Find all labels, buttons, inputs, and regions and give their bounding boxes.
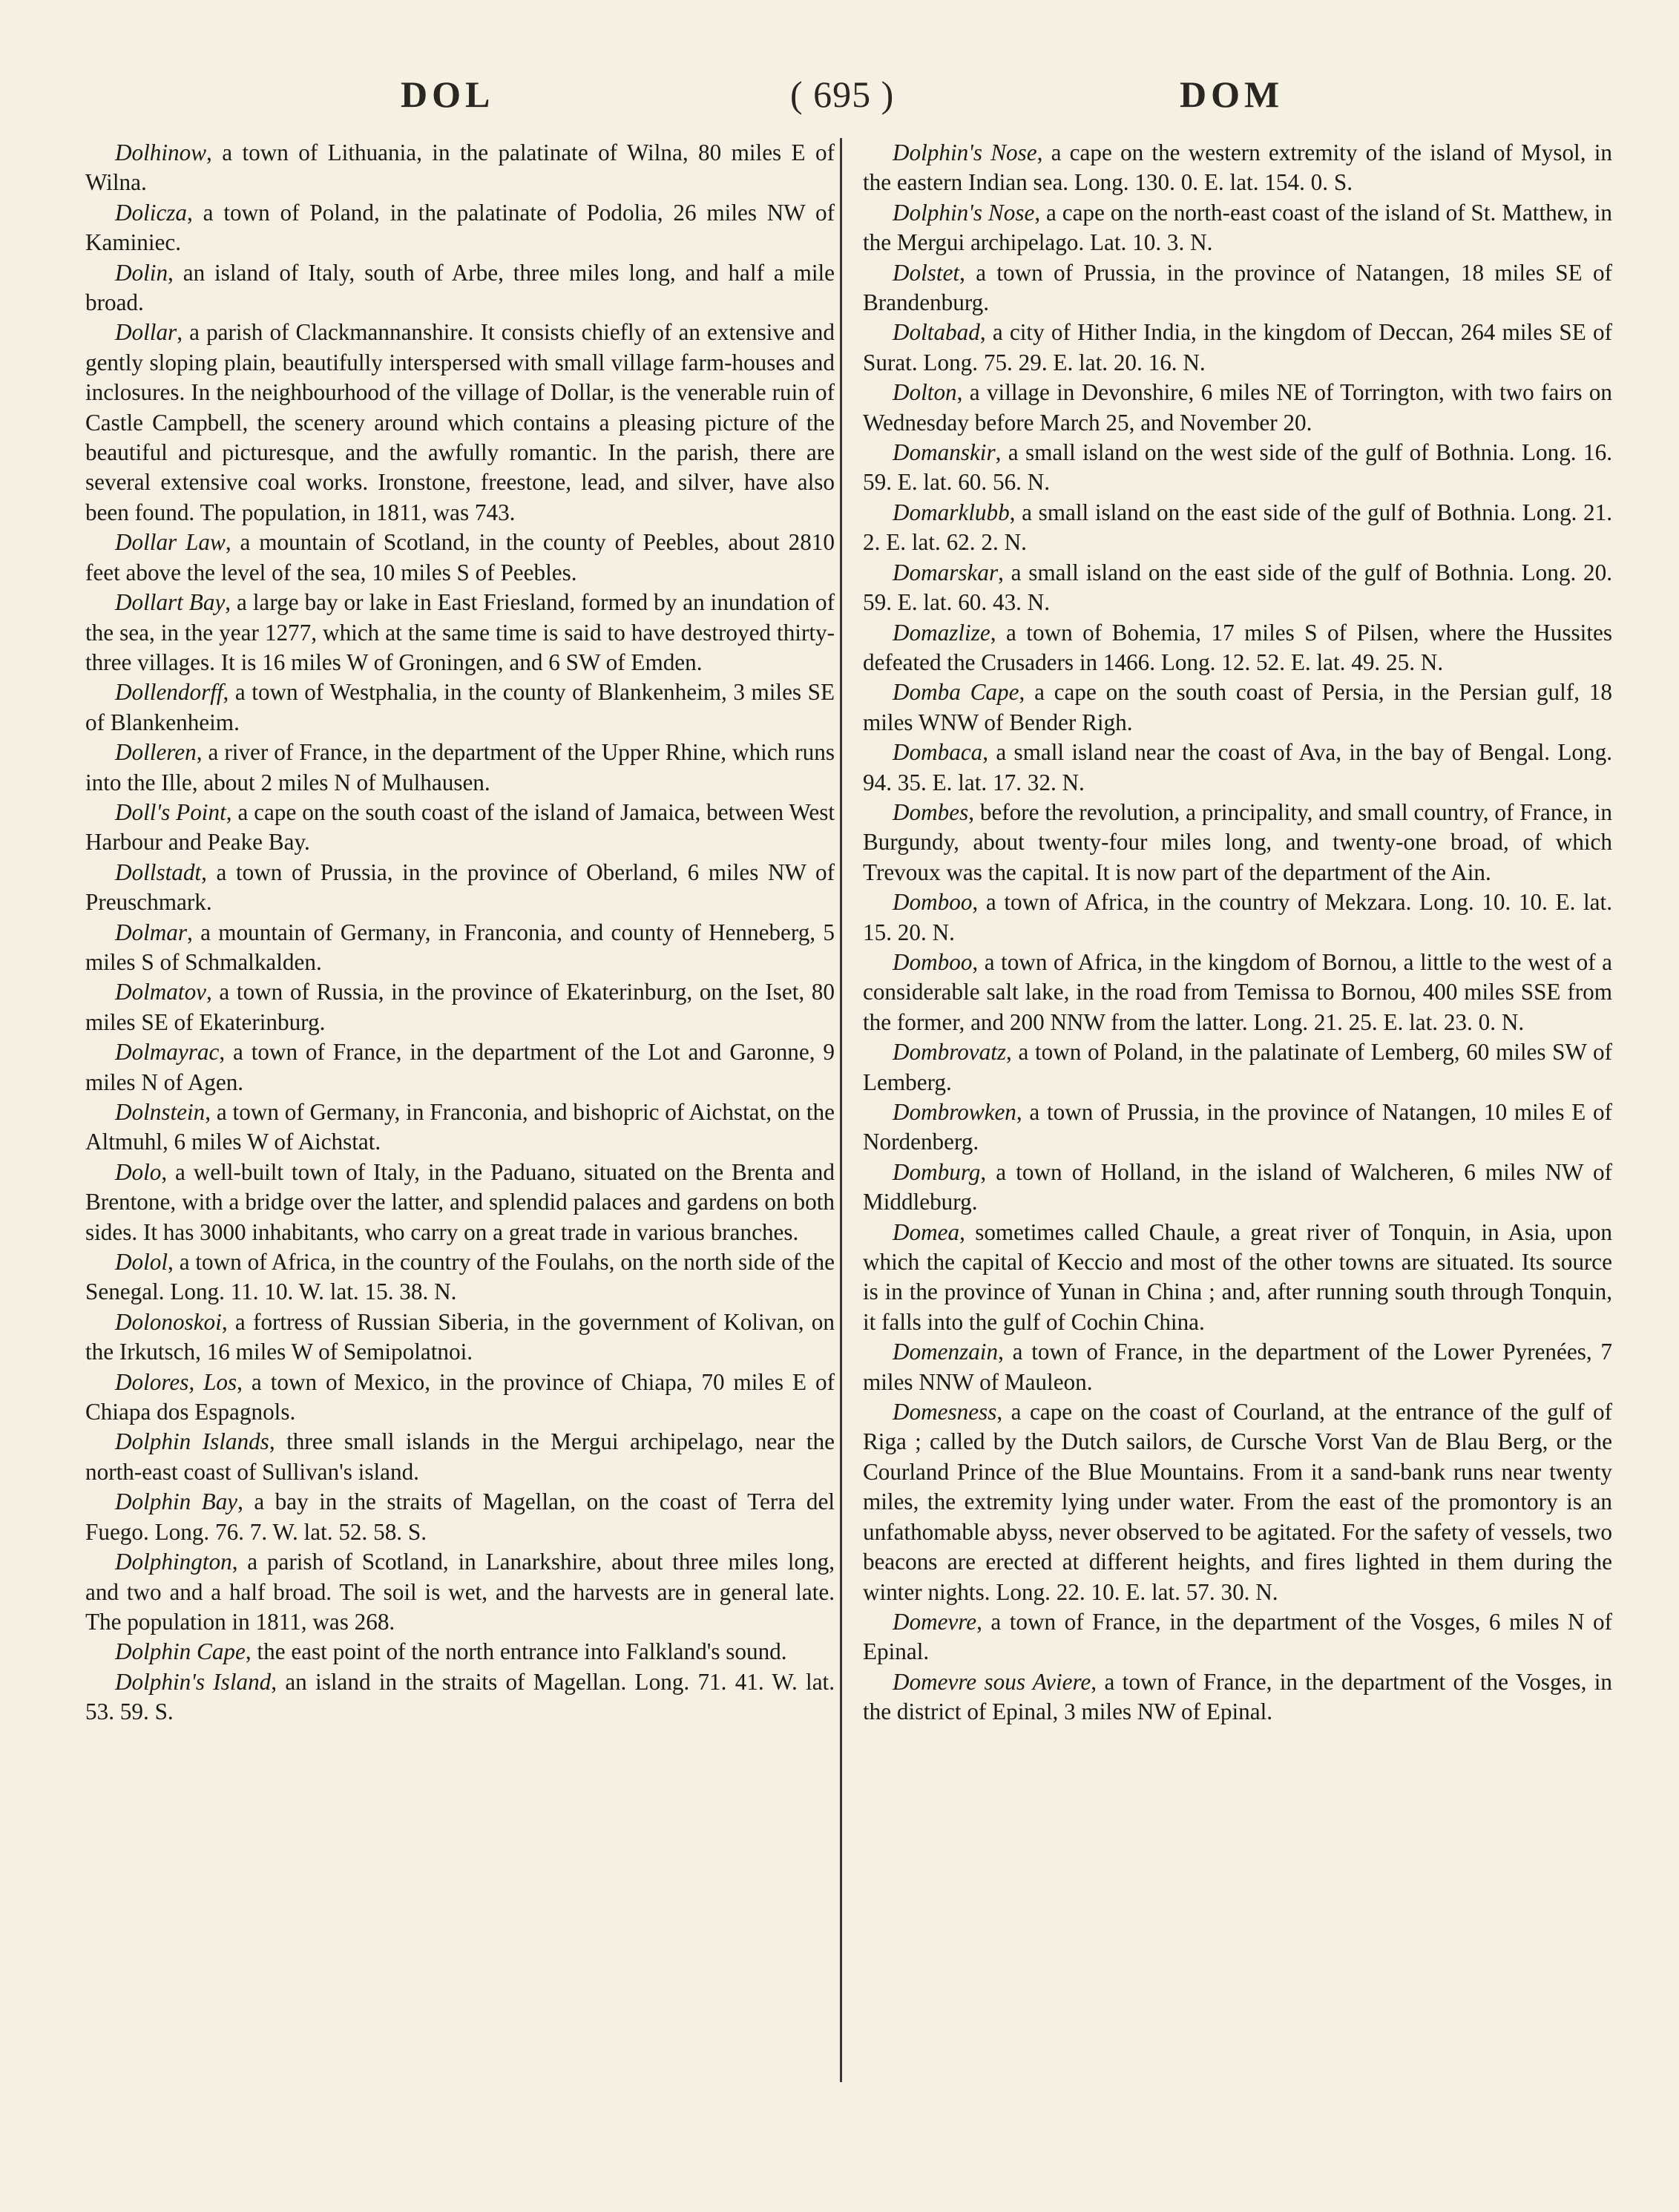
entry-text: , a mountain of Scotland, in the county of Peebles, about 2810 feet above the level of the sea, 10 miles S of Peebles. xyxy=(85,529,835,585)
entry-text: , a town of Prussia, in the province of Oberland, 6 miles NW of Preuschmark. xyxy=(85,859,835,916)
gazetteer-entry xyxy=(863,738,1612,798)
entry-headword: Dolstet xyxy=(893,259,960,286)
gazetteer-entry xyxy=(863,798,1612,887)
gazetteer-entry xyxy=(85,1037,835,1097)
entry-text: , a town of Africa, in the kingdom of Bornou, a little to the west of a considerable salt lake, in the road from Temissa to Bornou, 400 miles SSE from the former, and 200 NNW from the latter. Long. 21. 25. E. lat. 23. 0. N. xyxy=(863,948,1612,1035)
entry-headword: Dolo xyxy=(115,1158,162,1185)
entry-text: , a town of Lithuania, in the palatinate of Wilna, 80 miles E of Wilna. xyxy=(85,140,835,196)
entry-headword: Domanskir xyxy=(893,439,996,466)
entry-text: , a village in Devonshire, 6 miles NE of Torrington, with two fairs on Wednesday before March 25, and November 20. xyxy=(863,379,1612,436)
entry-headword: Dollar Law xyxy=(115,529,226,556)
entry-headword: Dolton xyxy=(893,379,957,406)
entry-text: , a small island on the east side of the gulf of Bothnia. Long. 21. 2. E. lat. 62. 2. N. xyxy=(863,499,1612,556)
gazetteer-entry xyxy=(863,318,1612,378)
entry-headword: Dolphin Islands xyxy=(115,1428,269,1455)
gazetteer-entry xyxy=(863,138,1612,198)
entry-text: , a city of Hither India, in the kingdom of Deccan, 264 miles SE of Surat. Long. 75. 29. E. lat. 20. 16. N. xyxy=(863,319,1612,375)
entry-headword: Domarklubb xyxy=(893,499,1010,525)
entry-headword: Domarskar xyxy=(893,559,999,585)
entry-headword: Dolicza xyxy=(115,199,188,226)
entry-text: , a cape on the north-east coast of the island of St. Matthew, in the Mergui archipelago. Lat. 10. 3. N. xyxy=(863,199,1612,256)
entry-text: , sometimes called Chaule, a great river of Tonquin, in Asia, upon which the capital of Keccio and most of the other towns are situated. Its source is in the province of Yunan in China ; and, after running south through Tonquin, it falls into the gulf of Cochin China. xyxy=(863,1218,1612,1335)
entry-text: , an island of Italy, south of Arbe, three miles long, and half a mile broad. xyxy=(85,259,835,316)
entry-headword: Domea xyxy=(893,1218,960,1245)
entry-headword: Dolmayrac xyxy=(115,1039,220,1066)
entry-headword: Dollendorff xyxy=(115,679,223,706)
gazetteer-entry xyxy=(863,1037,1612,1097)
entry-text: , a town of Africa, in the country of the Foulahs, on the north side of the Senegal. Long. 11. 10. W. lat. 15. 38. N. xyxy=(85,1249,835,1305)
header-left-guide-word: DOL xyxy=(401,73,495,115)
gazetteer-entry xyxy=(863,378,1612,438)
gazetteer-entry xyxy=(863,948,1612,1037)
entry-headword: Dolphington xyxy=(115,1549,232,1575)
entry-text: , a town of Mexico, in the province of Chiapa, 70 miles E of Chiapa dos Espagnols. xyxy=(85,1368,835,1425)
gazetteer-entry xyxy=(85,738,835,798)
entry-headword: Dombrovatz xyxy=(893,1039,1007,1066)
gazetteer-entry xyxy=(863,1397,1612,1607)
entry-text: , a town of Westphalia, in the county of Blankenheim, 3 miles SE of Blankenheim. xyxy=(85,679,835,735)
entry-text: , a cape on the south coast of Persia, in the Persian gulf, 18 miles WNW of Bender Righ. xyxy=(863,679,1612,735)
left-column xyxy=(85,138,835,1727)
entry-headword: Dolmatov xyxy=(115,979,206,1005)
gazetteer-entry xyxy=(85,977,835,1037)
gazetteer-entry xyxy=(85,1307,835,1368)
column-divider xyxy=(840,138,842,2082)
entry-headword: Domevre xyxy=(893,1608,977,1635)
entry-headword: Dollart Bay xyxy=(115,589,226,616)
gazetteer-entry xyxy=(85,258,835,318)
gazetteer-entry xyxy=(863,1337,1612,1397)
entry-text: , an island in the straits of Magellan. Long. 71. 41. W. lat. 53. 59. S. xyxy=(85,1668,835,1725)
entry-headword: Dolonoskoi xyxy=(115,1308,222,1335)
entry-text: , a cape on the south coast of the island of Jamaica, between West Harbour and Peake Bay. xyxy=(85,798,835,856)
entry-text: , a small island near the coast of Ava, in the bay of Bengal. Long. 94. 35. E. lat. 17. 32. N. xyxy=(863,739,1612,795)
entry-text: , a small island on the east side of the gulf of Bothnia. Long. 20. 59. E. lat. 60. 43. N. xyxy=(863,559,1612,616)
gazetteer-entry xyxy=(85,1247,835,1307)
entry-headword: Domesness xyxy=(893,1399,997,1425)
entry-text: , a town of France, in the department of the Vosges, 6 miles N of Epinal. xyxy=(863,1608,1612,1665)
entry-text: , a cape on the coast of Courland, at the entrance of the gulf of Riga ; called by the Dutch sailors, de Cursche Vorst Van de Blau Berg, or the Courland Prince of the Blue Mountains. From it a sand-bank runs near twenty miles, the extremity lying under water. From the east of the promontory is an unfathomable abyss, never observed to be agitated. For the safety of vessels, two beacons are erected at different heights, and fires lighted in them during the winter nights. Long. 22. 10. E. lat. 57. 30. N. xyxy=(863,1399,1612,1605)
gazetteer-entry xyxy=(85,1158,835,1247)
entry-headword: Dombaca xyxy=(893,739,983,766)
entry-headword: Domevre sous Aviere xyxy=(893,1668,1091,1695)
entry-text: , a large bay or lake in East Friesland, formed by an inundation of the sea, in the year 1277, which at the same time is said to have destroyed thirty-three villages. It is 16 miles W of Groningen, and 6 SW of Emden. xyxy=(85,589,835,675)
gazetteer-entry xyxy=(863,1218,1612,1338)
entry-text: , before the revolution, a principality, and small country, of France, in Burgundy, about twenty-four miles long, and twenty-one broad, of which Trevoux was the capital. It is now part of the department of the Ain. xyxy=(863,798,1612,885)
entry-headword: Dolphin's Nose xyxy=(893,140,1037,165)
gazetteer-entry xyxy=(85,1097,835,1158)
entry-text: , a town of Africa, in the country of Mekzara. Long. 10. 10. E. lat. 15. 20. N. xyxy=(863,889,1612,945)
entry-text: , a parish of Clackmannanshire. It consists chiefly of an extensive and gently sloping plain, beautifully interspersed with small village farm-houses and inclosures. In the neighbourhood of the village of Dollar, is the venerable ruin of Castle Campbell, the scenery around which contains a pleasing picture of the beautiful and picturesque, and the awfully romantic. In the parish, there are several extensive coal works. Ironstone, freestone, lead, and silver, have also been found. The population, in 1811, was 743. xyxy=(85,319,835,525)
gazetteer-entry xyxy=(85,588,835,677)
gazetteer-entry xyxy=(85,138,835,198)
entry-text: , a fortress of Russian Siberia, in the government of Kolivan, on the Irkutsch, 16 miles W of Semipolatnoi. xyxy=(85,1308,835,1365)
entry-headword: Doltabad xyxy=(893,319,980,346)
entry-headword: Dolleren xyxy=(115,739,197,766)
entry-text: , a cape on the western extremity of the island of Mysol, in the eastern Indian sea. Long. 130. 0. E. lat. 154. 0. S. xyxy=(863,140,1612,196)
gazetteer-entry xyxy=(863,198,1612,258)
gazetteer-entry xyxy=(863,1097,1612,1158)
entry-headword: Domazlize xyxy=(893,619,990,646)
page-header xyxy=(0,73,1679,125)
entry-headword: Dombrowken xyxy=(893,1099,1016,1125)
entry-headword: Domboo xyxy=(893,948,973,975)
entry-headword: Dolin xyxy=(115,259,168,286)
entry-text: , a town of Poland, in the palatinate of Podolia, 26 miles NW of Kaminiec. xyxy=(85,199,835,256)
page-number: ( 695 ) xyxy=(790,73,895,115)
gazetteer-entry xyxy=(863,1667,1612,1727)
gazetteer-entry xyxy=(863,258,1612,318)
gazetteer-entry xyxy=(85,918,835,978)
gazetteer-entry xyxy=(863,438,1612,498)
entry-headword: Dolmar xyxy=(115,919,188,945)
entry-text: , a bay in the straits of Magellan, on the coast of Terra del Fuego. Long. 76. 7. W. lat. 52. 58. S. xyxy=(85,1489,835,1545)
gazetteer-entry xyxy=(85,1547,835,1637)
gazetteer-entry xyxy=(863,1158,1612,1218)
entry-text: , a well-built town of Italy, in the Paduano, situated on the Brenta and Brentone, with a bridge over the latter, and splendid palaces and gardens on both sides. It has 3000 inhabitants, who carry on a great trade in various branches. xyxy=(85,1158,835,1245)
entry-headword: Dolphin Cape xyxy=(115,1638,246,1665)
entry-headword: Dolhinow xyxy=(115,140,207,165)
entry-text: , three small islands in the Mergui archipelago, near the north-east coast of Sullivan's island. xyxy=(85,1428,835,1485)
entry-text: , a town of France, in the department of the Vosges, in the district of Epinal, 3 miles NW of Epinal. xyxy=(863,1668,1612,1725)
gazetteer-entry xyxy=(85,1487,835,1547)
gazetteer-entry xyxy=(863,498,1612,558)
gazetteer-entry xyxy=(863,887,1612,948)
entry-headword: Dolphin's Nose xyxy=(893,199,1035,226)
entry-text: , a town of Germany, in Franconia, and bishopric of Aichstat, on the Altmuhl, 6 miles W of Aichstat. xyxy=(85,1099,835,1155)
entry-headword: Dombes xyxy=(893,798,969,825)
gazetteer-entry xyxy=(85,1368,835,1428)
entry-headword: Dollar xyxy=(115,319,177,346)
gazetteer-entry xyxy=(863,1607,1612,1667)
gazetteer-entry xyxy=(85,528,835,588)
gazetteer-entry xyxy=(863,618,1612,678)
gazetteer-entry xyxy=(863,677,1612,738)
gazetteer-entry xyxy=(85,198,835,258)
gazetteer-entry xyxy=(85,677,835,738)
entry-text: , a town of France, in the department of the Lower Pyrenées, 7 miles NNW of Mauleon. xyxy=(863,1339,1612,1395)
entry-text: , a town of Prussia, in the province of Natangen, 18 miles SE of Brandenburg. xyxy=(863,259,1612,316)
entry-text: , a town of Bohemia, 17 miles S of Pilsen, where the Hussites defeated the Crusaders in 1466. Long. 12. 52. E. lat. 49. 25. N. xyxy=(863,619,1612,675)
entry-text: , a town of France, in the department of the Lot and Garonne, 9 miles N of Agen. xyxy=(85,1039,835,1095)
entry-headword: Dolol xyxy=(115,1249,168,1276)
entry-text: , a small island on the west side of the gulf of Bothnia. Long. 16. 59. E. lat. 60. 56. N. xyxy=(863,439,1612,496)
entry-text: , a parish of Scotland, in Lanarkshire, about three miles long, and two and a half broad. The soil is wet, and the harvests are in general late. The population in 1811, was 268. xyxy=(85,1549,835,1635)
entry-headword: Domenzain xyxy=(893,1339,999,1365)
entry-text: , a town of Poland, in the palatinate of Lemberg, 60 miles SW of Lemberg. xyxy=(863,1039,1612,1095)
gazetteer-entry xyxy=(85,1427,835,1487)
entry-text: , a river of France, in the department of the Upper Rhine, which runs into the Ille, about 2 miles N of Mulhausen. xyxy=(85,739,835,795)
header-right-guide-word: DOM xyxy=(1180,73,1284,115)
entry-text: , a mountain of Germany, in Franconia, and county of Henneberg, 5 miles S of Schmalkalden. xyxy=(85,919,835,975)
gazetteer-entry xyxy=(85,858,835,918)
entry-headword: Dolores, Los xyxy=(115,1368,237,1395)
entry-headword: Dolnstein xyxy=(115,1099,206,1125)
gazetteer-entry xyxy=(85,1637,835,1667)
entry-headword: Domburg xyxy=(893,1158,981,1185)
entry-text: , a town of Holland, in the island of Walcheren, 6 miles NW of Middleburg. xyxy=(863,1158,1612,1215)
entry-headword: Domba Cape xyxy=(893,679,1019,706)
entry-headword: Dollstadt xyxy=(115,859,202,885)
right-column xyxy=(863,138,1612,1727)
gazetteer-entry xyxy=(85,1667,835,1727)
entry-headword: Dolphin Bay xyxy=(115,1489,238,1515)
entry-headword: Doll's Point xyxy=(115,798,226,825)
entry-text: , a town of Russia, in the province of Ekaterinburg, on the Iset, 80 miles SE of Ekaterinburg. xyxy=(85,979,835,1035)
entry-text: , the east point of the north entrance into Falkland's sound. xyxy=(245,1638,787,1665)
entry-headword: Domboo xyxy=(893,889,973,916)
gazetteer-entry xyxy=(85,318,835,528)
gazetteer-entry xyxy=(85,798,835,858)
entry-headword: Dolphin's Island xyxy=(115,1668,272,1695)
entry-text: , a town of Prussia, in the province of Natangen, 10 miles E of Nordenberg. xyxy=(863,1099,1612,1155)
gazetteer-entry xyxy=(863,558,1612,618)
